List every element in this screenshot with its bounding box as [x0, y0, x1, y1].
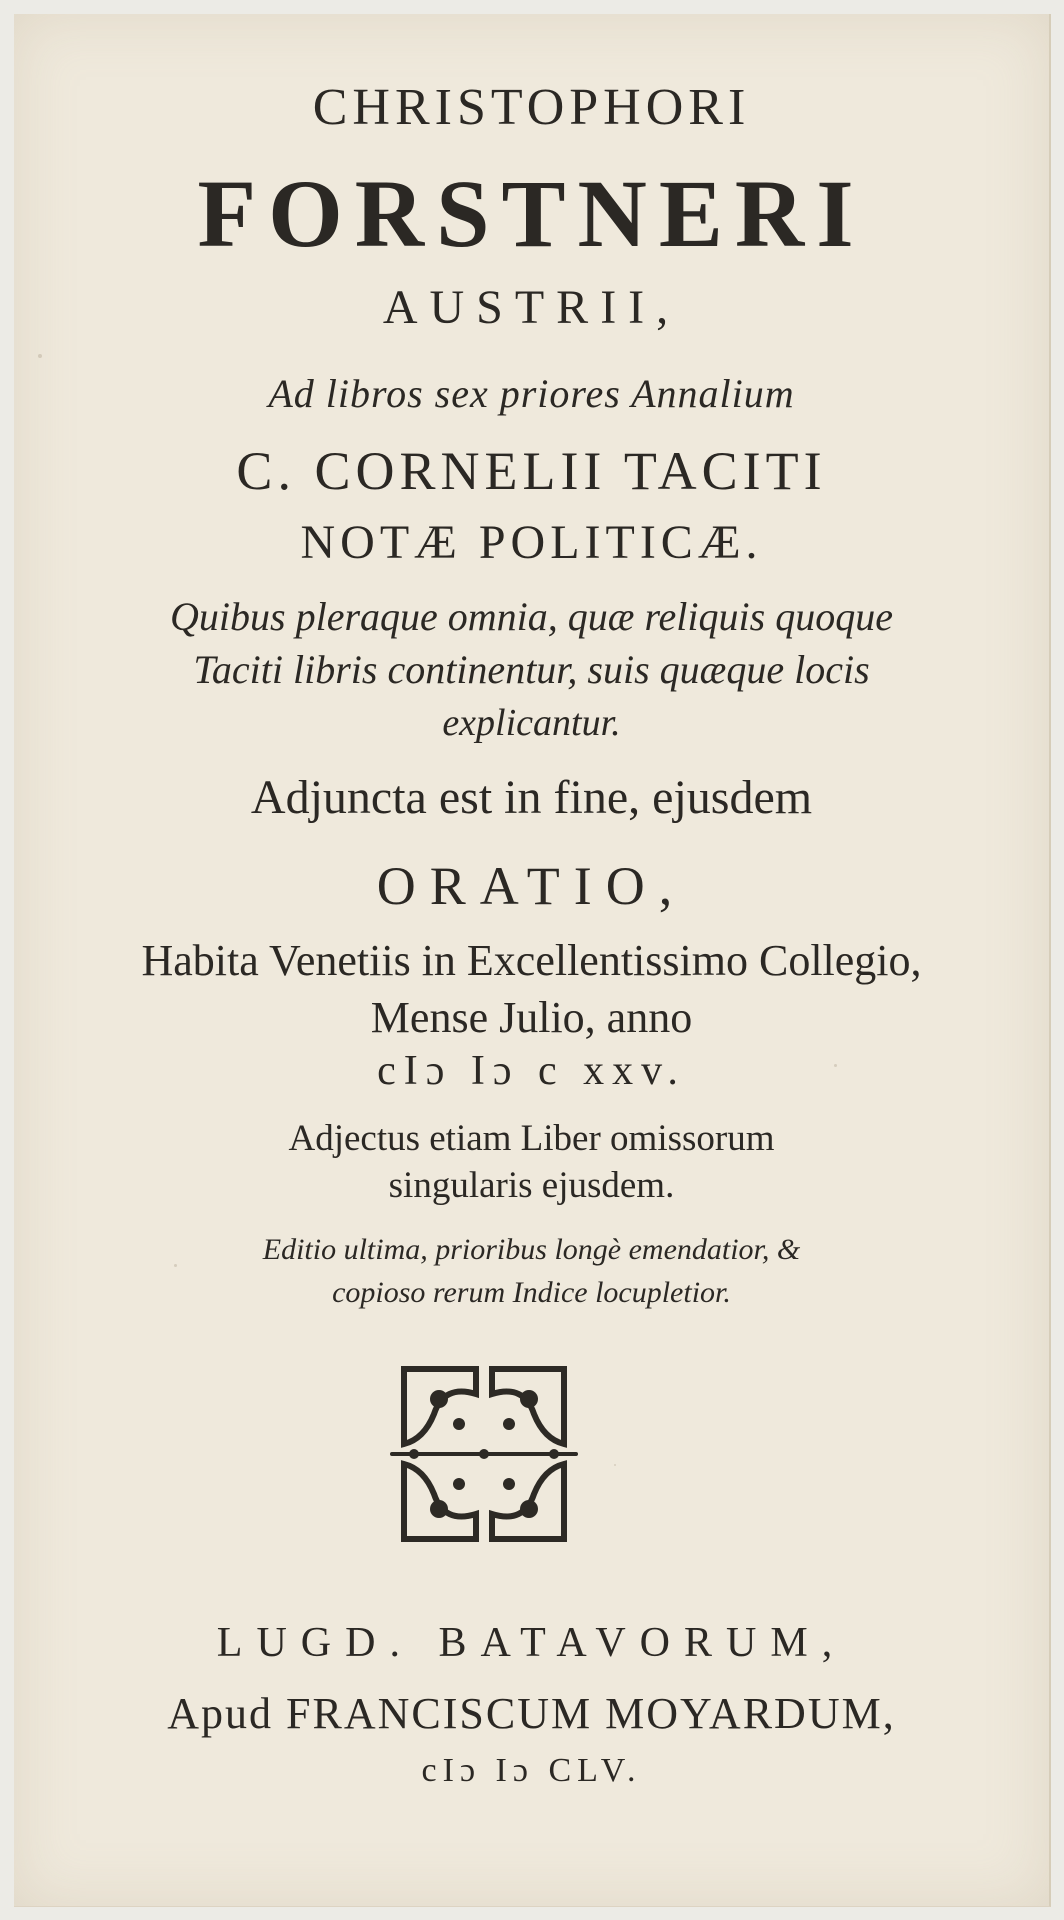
printers-fleuron-ornament-icon: [384, 1354, 584, 1554]
supplement-line-1: Adjectus etiam Liber omissorum: [288, 1118, 775, 1159]
imprint-year: cIɔ Iɔ CLV.: [421, 1752, 642, 1789]
description-line-2: Taciti libris continentur, suis quæque locis: [193, 647, 870, 692]
work-title: NOTÆ POLITICÆ.: [300, 516, 763, 569]
author-origin: AUSTRII,: [382, 281, 681, 334]
author-first-name: CHRISTOPHORI: [312, 79, 751, 136]
subtitle-line: Ad libros sex priores Annalium: [268, 371, 795, 416]
author-surname: FORSTNERI: [197, 160, 866, 267]
subject-author: C. CORNELII TACITI: [236, 441, 827, 501]
description-line-1: Quibus pleraque omnia, quæ reliquis quoque: [170, 594, 893, 639]
description-line-3: explicantur.: [442, 702, 621, 744]
imprint-publisher: Apud FRANCISCUM MOYARDUM,: [167, 1689, 896, 1738]
oratio-detail-1: Habita Venetiis in Excellentissimo Collegio,: [141, 936, 922, 985]
oratio-detail-2: Mense Julio, anno: [370, 993, 693, 1042]
adjunct-line: Adjuncta est in fine, ejusdem: [250, 771, 813, 824]
oratio-heading: ORATIO,: [376, 856, 687, 916]
edition-line-1: Editio ultima, prioribus longè emendatior, &: [262, 1233, 801, 1266]
imprint-place: LUGD. BATAVORUM,: [216, 1620, 847, 1666]
supplement-line-2: singularis ejusdem.: [388, 1165, 675, 1206]
title-page: [14, 14, 1051, 1907]
oratio-year: cIɔ Iɔ c xxv.: [377, 1048, 686, 1094]
edition-line-2: copioso rerum Indice locupletior.: [332, 1276, 731, 1309]
